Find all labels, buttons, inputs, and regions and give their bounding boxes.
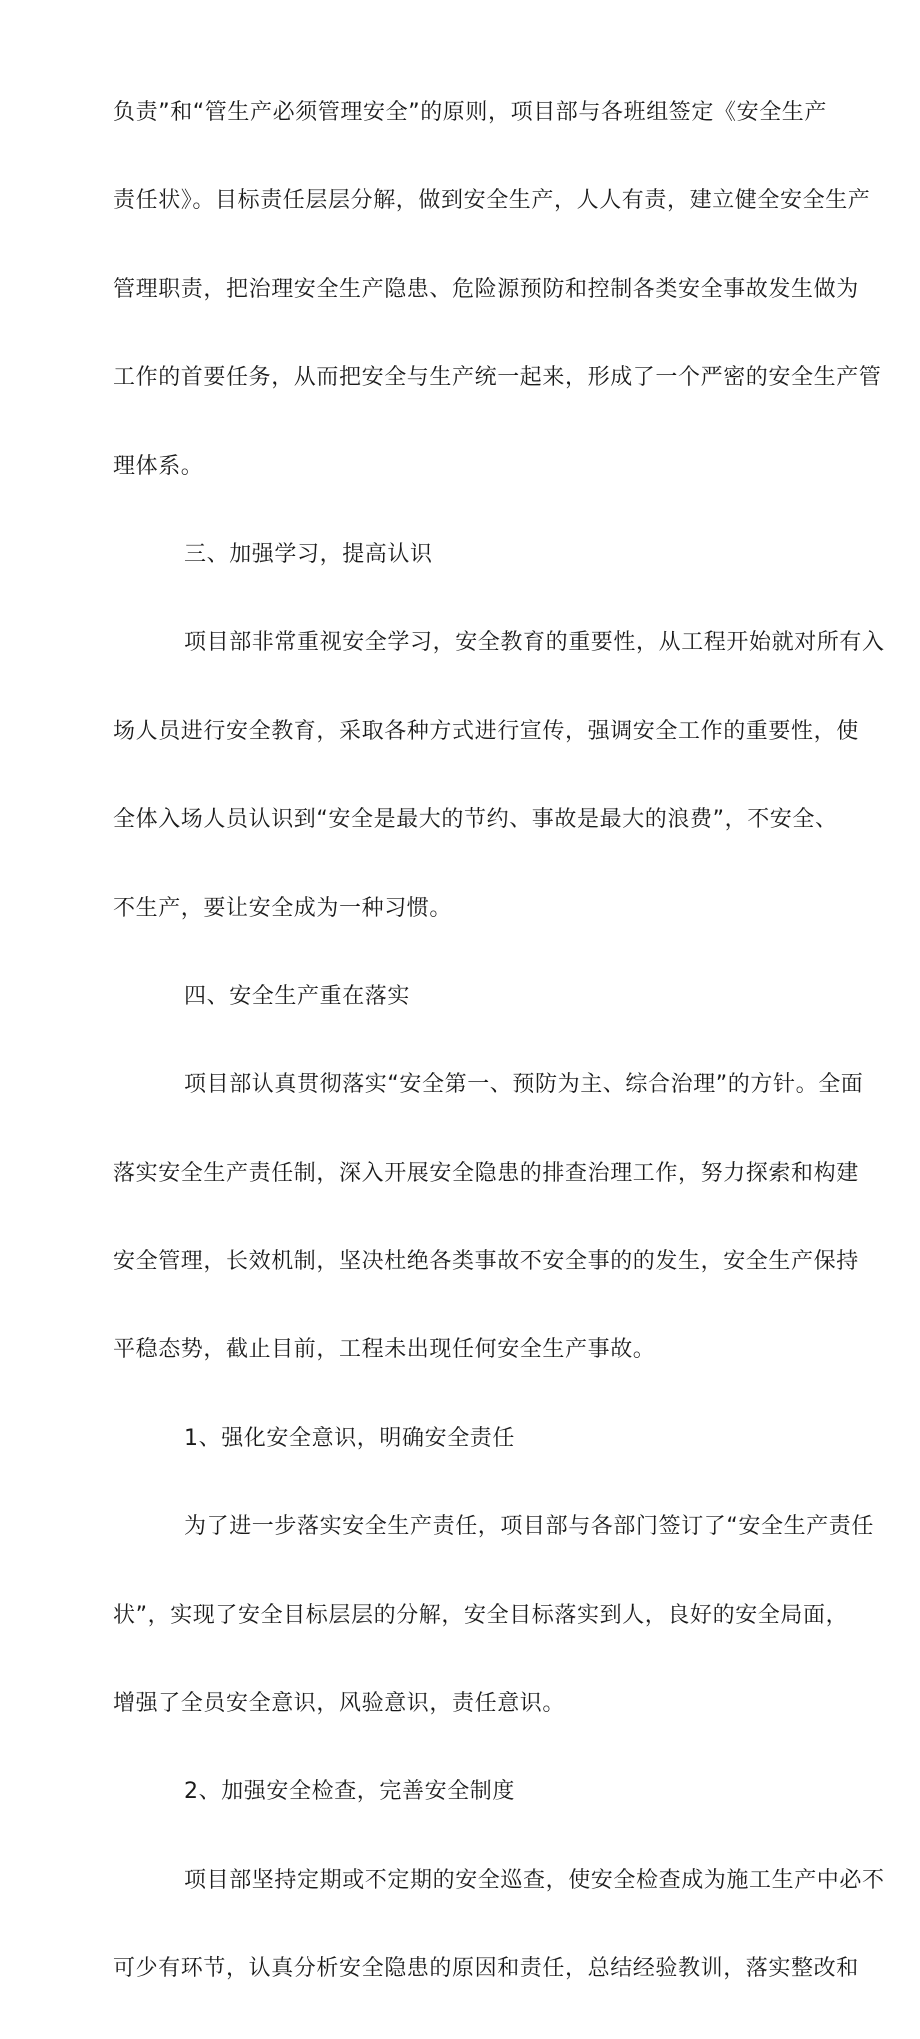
body-line: 落实安全生产责任制，深入开展安全隐患的排查治理工作，努力探索和构建 — [113, 1160, 859, 1186]
document-body — [113, 94, 885, 2039]
body-line: 理体系。 — [113, 453, 204, 479]
body-line: 责任状》。目标责任层层分解，做到安全生产，人人有责，建立健全安全生产 — [113, 188, 871, 214]
body-line: 工作的首要任务，从而把安全与生产统一起来，形成了一个严密的安全生产管 — [113, 365, 882, 391]
body-line: 安全管理，长效机制，坚决杜绝各类事故不安全事的的发生，安全生产保持 — [113, 1249, 859, 1275]
section-heading: 四、安全生产重在落实 — [184, 983, 411, 1009]
body-line: 场人员进行安全教育，采取各种方式进行宣传，强调安全工作的重要性，使 — [113, 718, 859, 744]
body-line: 平稳态势，截止目前，工程未出现任何安全生产事故。 — [113, 1337, 656, 1363]
body-line: 管理职责，把治理安全生产隐患、危险源预防和控制各类安全事故发生做为 — [113, 276, 859, 302]
section-heading: 三、加强学习，提高认识 — [184, 541, 433, 567]
body-line: 可少有环节，认真分析安全隐患的原因和责任，总结经验教训，落实整改和 — [113, 1956, 859, 1982]
body-line: 增强了全员安全意识，风验意识，责任意识。 — [113, 1691, 566, 1717]
body-line: 项目部坚持定期或不定期的安全巡查，使安全检查成为施工生产中必不 — [184, 1867, 885, 1893]
body-line: 为了进一步落实安全生产责任，项目部与各部门签订了“安全生产责任 — [184, 1514, 874, 1540]
body-line: 全体入场人员认识到“安全是最大的节约、事故是最大的浪费”，不安全、 — [113, 807, 838, 833]
body-line: 项目部认真贯彻落实“安全第一、预防为主、综合治理”的方针。全面 — [184, 1072, 864, 1098]
subsection-heading: 1、强化安全意识，明确安全责任 — [184, 1425, 515, 1451]
body-line: 负责”和“管生产必须管理安全”的原则，项目部与各班组签定《安全生产 — [113, 100, 827, 125]
body-line: 项目部非常重视安全学习，安全教育的重要性，从工程开始就对所有入 — [184, 630, 885, 656]
body-line: 状”，实现了安全目标层层的分解，安全目标落实到人，良好的安全局面， — [113, 1602, 849, 1628]
body-line: 不生产，要让安全成为一种习惯。 — [113, 895, 453, 921]
subsection-heading: 2、加强安全检查，完善安全制度 — [184, 1779, 515, 1805]
